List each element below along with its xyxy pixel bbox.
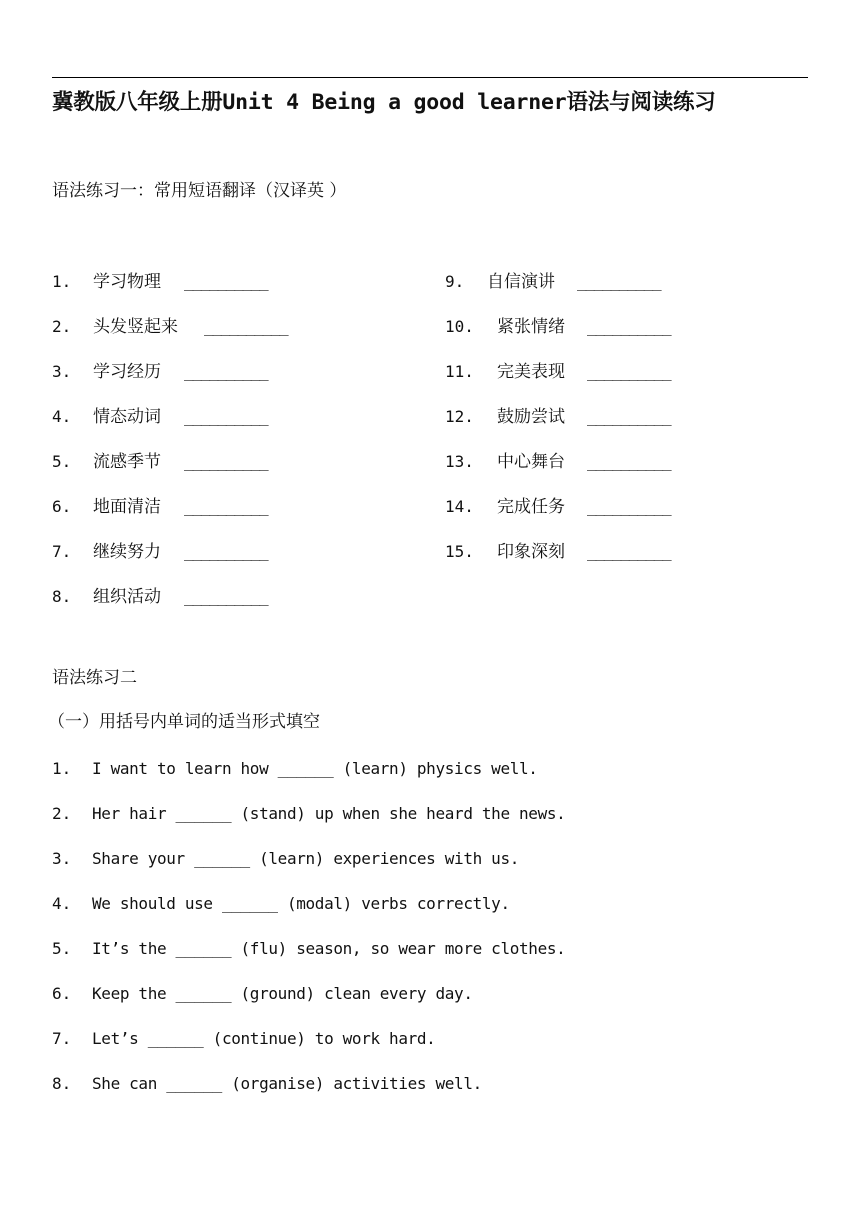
answer-blank: __________: [204, 317, 288, 336]
section-2-subheading: （一）用括号内单词的适当形式填空: [48, 712, 320, 732]
chinese-phrase: 完成任务: [497, 497, 565, 517]
chinese-phrase: 鼓励尝试: [497, 407, 565, 427]
section-2-heading: 语法练习二: [52, 668, 137, 688]
item-number: 1.: [52, 272, 72, 291]
item-number: 5.: [52, 939, 72, 958]
exercise-sentence: Share your ______ (learn) experiences with us.: [92, 849, 520, 868]
answer-blank: __________: [587, 407, 671, 426]
answer-blank: __________: [587, 452, 671, 471]
item-number: 4.: [52, 407, 72, 426]
chinese-phrase: 头发竖起来: [93, 317, 178, 337]
chinese-phrase: 学习物理: [93, 272, 161, 292]
answer-blank: __________: [184, 272, 268, 291]
section-1-heading: 语法练习一：常用短语翻译（汉译英 ）: [52, 181, 347, 201]
chinese-phrase: 完美表现: [497, 362, 565, 382]
item-number: 10.: [445, 317, 474, 336]
exercise-sentence: We should use ______ (modal) verbs correctly.: [92, 894, 510, 913]
exercise-sentence: I want to learn how ______ (learn) physics well.: [92, 759, 538, 778]
chinese-phrase: 组织活动: [93, 587, 161, 607]
exercise-sentence: It’s the ______ (flu) season, so wear more clothes.: [92, 939, 566, 958]
chinese-phrase: 印象深刻: [497, 542, 565, 562]
exercise-sentence: Keep the ______ (ground) clean every day.: [92, 984, 473, 1003]
item-number: 7.: [52, 1029, 72, 1048]
item-number: 8.: [52, 587, 72, 606]
item-number: 12.: [445, 407, 474, 426]
item-number: 2.: [52, 317, 72, 336]
exercise-sentence: Let’s ______ (continue) to work hard.: [92, 1029, 436, 1048]
item-number: 15.: [445, 542, 474, 561]
item-number: 5.: [52, 452, 72, 471]
chinese-phrase: 流感季节: [93, 452, 161, 472]
chinese-phrase: 学习经历: [93, 362, 161, 382]
item-number: 2.: [52, 804, 72, 823]
item-number: 11.: [445, 362, 474, 381]
chinese-phrase: 地面清洁: [93, 497, 161, 517]
item-number: 6.: [52, 497, 72, 516]
exercise-sentence: She can ______ (organise) activities well.: [92, 1074, 482, 1093]
item-number: 7.: [52, 542, 72, 561]
answer-blank: __________: [577, 272, 661, 291]
chinese-phrase: 自信演讲: [487, 272, 555, 292]
answer-blank: __________: [184, 542, 268, 561]
answer-blank: __________: [184, 407, 268, 426]
item-number: 8.: [52, 1074, 72, 1093]
header-rule: [52, 77, 808, 78]
item-number: 3.: [52, 362, 72, 381]
chinese-phrase: 继续努力: [93, 542, 161, 562]
item-number: 6.: [52, 984, 72, 1003]
answer-blank: __________: [587, 497, 671, 516]
item-number: 9.: [445, 272, 465, 291]
chinese-phrase: 情态动词: [93, 407, 161, 427]
item-number: 4.: [52, 894, 72, 913]
answer-blank: __________: [184, 362, 268, 381]
item-number: 3.: [52, 849, 72, 868]
answer-blank: __________: [184, 587, 268, 606]
answer-blank: __________: [184, 497, 268, 516]
document-title: 冀教版八年级上册Unit 4 Being a good learner语法与阅读练习: [52, 90, 716, 115]
answer-blank: __________: [587, 542, 671, 561]
chinese-phrase: 中心舞台: [497, 452, 565, 472]
answer-blank: __________: [587, 362, 671, 381]
answer-blank: __________: [184, 452, 268, 471]
item-number: 13.: [445, 452, 474, 471]
answer-blank: __________: [587, 317, 671, 336]
item-number: 1.: [52, 759, 72, 778]
item-number: 14.: [445, 497, 474, 516]
exercise-sentence: Her hair ______ (stand) up when she heard the news.: [92, 804, 566, 823]
chinese-phrase: 紧张情绪: [497, 317, 565, 337]
